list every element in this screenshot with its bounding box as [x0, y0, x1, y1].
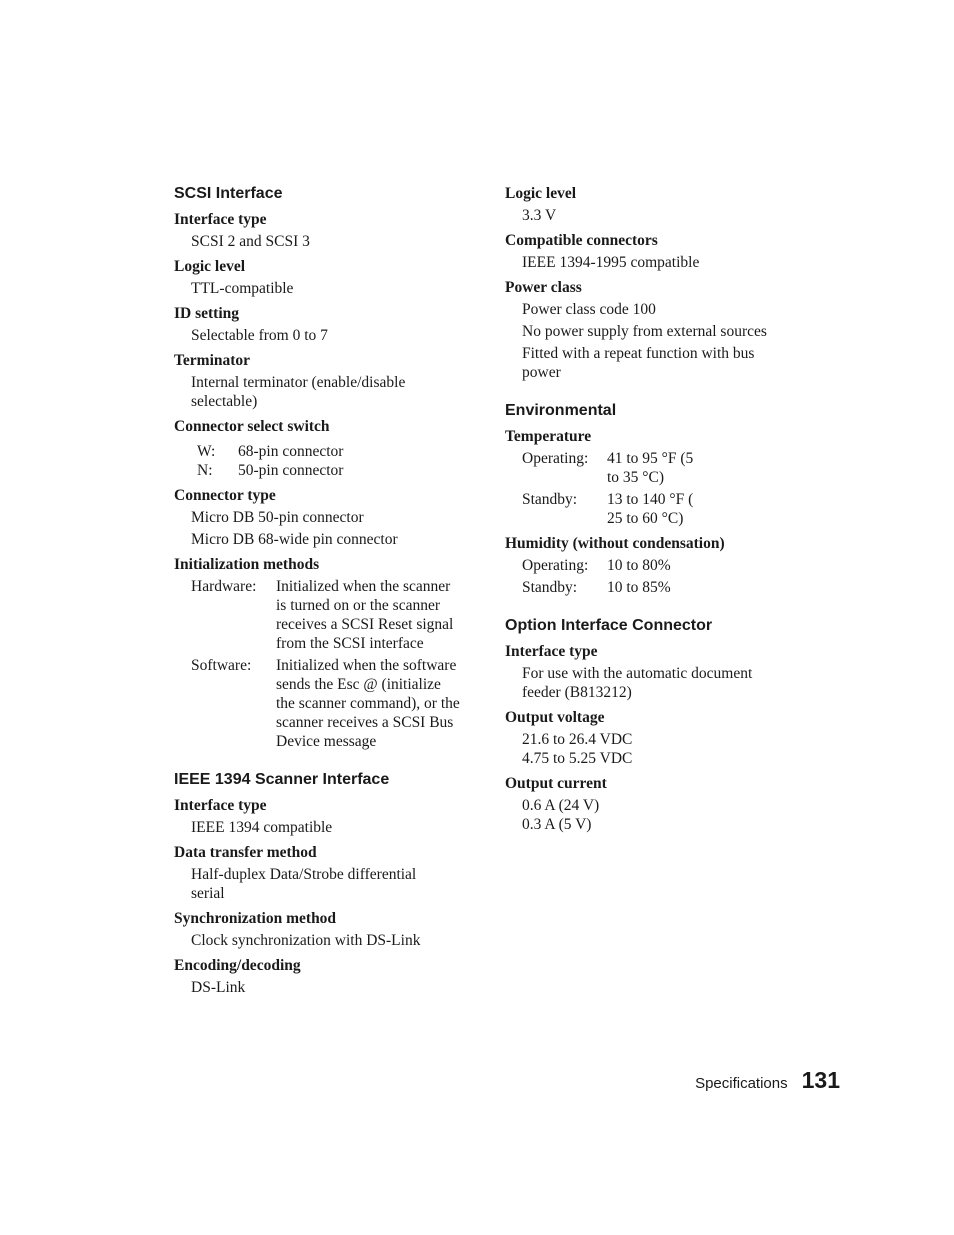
- spec-key: Software:: [191, 657, 252, 674]
- spec-label: Initialization methods: [174, 556, 320, 573]
- section-heading: Option Interface Connector: [505, 617, 713, 634]
- spec-label: Power class: [505, 279, 582, 296]
- spec-value: No power supply from external sources: [522, 323, 767, 340]
- spec-value: Selectable from 0 to 7: [191, 327, 328, 344]
- spec-key: Operating:: [522, 557, 589, 574]
- spec-key: Standby:: [522, 491, 578, 508]
- left-column: [174, 184, 474, 1012]
- spec-value: 10 to 80%: [607, 557, 671, 574]
- spec-row: [191, 461, 474, 480]
- section-heading: IEEE 1394 Scanner Interface: [174, 771, 390, 788]
- spec-label: Interface type: [174, 211, 267, 228]
- spec-value: Half-duplex Data/Strobe differential serial: [191, 866, 417, 902]
- spec-value: Power class code 100: [522, 301, 656, 318]
- spec-label: Connector type: [174, 487, 276, 504]
- spec-key: N:: [197, 462, 213, 479]
- spec-value: 41 to 95 °F (5 to 35 °C): [607, 450, 694, 486]
- spec-value: 0.6 A (24 V): [522, 797, 600, 814]
- spec-label: Logic level: [174, 258, 246, 275]
- spec-label: ID setting: [174, 305, 240, 322]
- spec-key: Hardware:: [191, 578, 257, 595]
- ieee-1394-continued: [505, 184, 805, 382]
- spec-value: Clock synchronization with DS-Link: [191, 932, 421, 949]
- spec-value: 4.75 to 5.25 VDC: [522, 750, 633, 767]
- spec-value: SCSI 2 and SCSI 3: [191, 233, 310, 250]
- page-number: 131: [801, 1067, 840, 1093]
- spec-label: Interface type: [174, 797, 267, 814]
- spec-label: Humidity (without condensation): [505, 535, 725, 552]
- spec-value: Initialized when the scanner is turned on or the scanner receives a SCSI Reset signal from the SCSI interface: [276, 578, 454, 652]
- spec-row: [191, 574, 474, 653]
- spec-value: 68-pin connector: [238, 443, 344, 460]
- option-interface-section: [505, 616, 805, 834]
- spec-key: Operating:: [522, 450, 589, 467]
- spec-label: Terminator: [174, 352, 251, 369]
- spec-value: 3.3 V: [522, 207, 557, 224]
- spec-value: Internal terminator (enable/disable selectable): [191, 374, 406, 410]
- spec-value: TTL-compatible: [191, 280, 294, 297]
- spec-key: W:: [197, 443, 216, 460]
- ieee-1394-section: [174, 770, 474, 997]
- spec-row: [191, 436, 474, 461]
- spec-value: Micro DB 50-pin connector: [191, 509, 364, 526]
- spec-value: IEEE 1394 compatible: [191, 819, 333, 836]
- spec-value: 13 to 140 °F ( 25 to 60 °C): [607, 491, 694, 527]
- spec-value: 21.6 to 26.4 VDC: [522, 731, 633, 748]
- spec-label: Output voltage: [505, 709, 605, 726]
- spec-row: [522, 487, 805, 528]
- spec-value: 0.3 A (5 V): [522, 816, 592, 833]
- spec-value: For use with the automatic document feeder (B813212): [522, 665, 753, 701]
- spec-label: Interface type: [505, 643, 598, 660]
- spec-label: Temperature: [505, 428, 592, 445]
- spec-row: [191, 653, 474, 751]
- spec-value: DS-Link: [191, 979, 246, 996]
- environmental-section: [505, 401, 805, 597]
- spec-value: 50-pin connector: [238, 462, 344, 479]
- spec-value: IEEE 1394-1995 compatible: [522, 254, 700, 271]
- spec-row: [522, 446, 805, 487]
- spec-label: Output current: [505, 775, 607, 792]
- spec-label: Logic level: [505, 185, 577, 202]
- spec-label: Data transfer method: [174, 844, 317, 861]
- section-heading: SCSI Interface: [174, 185, 283, 202]
- page-footer: [680, 1067, 840, 1094]
- scsi-interface-section: [174, 184, 474, 751]
- spec-row: [522, 575, 805, 597]
- spec-value: Fitted with a repeat function with bus power: [522, 345, 755, 381]
- spec-key: Standby:: [522, 579, 578, 596]
- spec-label: Compatible connectors: [505, 232, 658, 249]
- spec-row: [522, 553, 805, 575]
- section-heading: Environmental: [505, 402, 617, 419]
- spec-label: Synchronization method: [174, 910, 337, 927]
- spec-value: Micro DB 68-wide pin connector: [191, 531, 398, 548]
- spec-label: Connector select switch: [174, 418, 330, 435]
- right-column: [505, 184, 805, 849]
- spec-value: Initialized when the software sends the Esc @ (initialize the scanner command), or the scanner receives a SCSI Bus Device message: [276, 657, 460, 750]
- spec-label: Encoding/decoding: [174, 957, 301, 974]
- footer-section-name: Specifications: [695, 1075, 788, 1092]
- spec-value: 10 to 85%: [607, 579, 671, 596]
